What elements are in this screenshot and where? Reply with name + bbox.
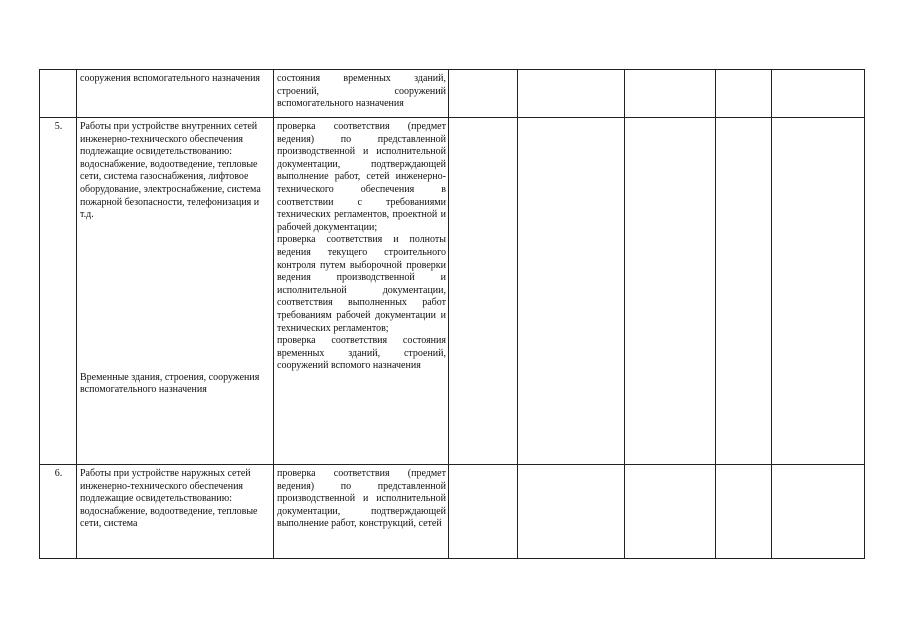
empty-cell [625, 118, 716, 465]
row-number-cell: 5. [40, 118, 77, 465]
empty-cell [716, 118, 772, 465]
inspection-text: проверка соответствия (предмет ведения) по представленной производственной и исполнительной документации, подтверждающей выполнение работ, конструкций, сетей [277, 468, 446, 530]
empty-cell [716, 70, 772, 118]
table-row [40, 70, 865, 118]
empty-cell [518, 70, 625, 118]
empty-cell [772, 465, 865, 559]
work-text: Работы при устройстве внутренних сетей инженерно-технического обеспечения подлежащие освидетельствованию: водоснабжение, водоотведение, тепловые сети, система газоснабжения, лифтовое оборудование, электроснабжение, система пожарной безопасности, телефонизация и т.д. [80, 121, 261, 221]
empty-cell [772, 118, 865, 465]
table-row [40, 118, 865, 465]
empty-cell [772, 70, 865, 118]
empty-cell [625, 70, 716, 118]
work-description-cell [77, 70, 274, 118]
empty-cell [625, 465, 716, 559]
empty-cell [449, 465, 518, 559]
row-number-cell [40, 70, 77, 118]
work-description-cell [77, 465, 274, 559]
empty-cell [518, 465, 625, 559]
inspection-cell [274, 70, 449, 118]
inspection-text: состояния временных зданий, строений, сооружений вспомогательного назначения [277, 73, 446, 110]
empty-cell [716, 465, 772, 559]
checklist-table [39, 69, 865, 559]
inspection-cell [274, 118, 449, 465]
work-description-cell [77, 118, 274, 465]
work-text: Работы при устройстве наружных сетей инженерно-технического обеспечения подлежащие освидетельствованию: водоснабжение, водоотведение, тепловые сети, система [80, 468, 258, 530]
work-text: сооружения вспомогательного назначения [80, 73, 261, 84]
inspection-text: проверка соответствия и полноты ведения текущего строительного контроля путем выборочной проверки ведения производственной и исполнительной документации, соответствия выполненных работ требованиям рабочей документации и технических регламентов; [277, 234, 446, 334]
empty-cell [449, 118, 518, 465]
inspection-text: проверка соответствия состояния временных зданий, строений, сооружений вспомого назначения [277, 335, 446, 372]
empty-cell [518, 118, 625, 465]
empty-cell [449, 70, 518, 118]
table-row [40, 465, 865, 559]
spacer [80, 222, 271, 372]
inspection-text: проверка соответствия (предмет ведения) по представленной производственной и исполнительной документации, подтверждающей выполнение работ, сетей инженерно-технического обеспечения в соответствии с требованиями технических регламентов, проектной и рабочей документации; [277, 121, 446, 233]
inspection-cell [274, 465, 449, 559]
row-number-cell: 6. [40, 465, 77, 559]
work-text-temporary: Временные здания, строения, сооружения вспомогательного назначения [80, 371, 260, 396]
